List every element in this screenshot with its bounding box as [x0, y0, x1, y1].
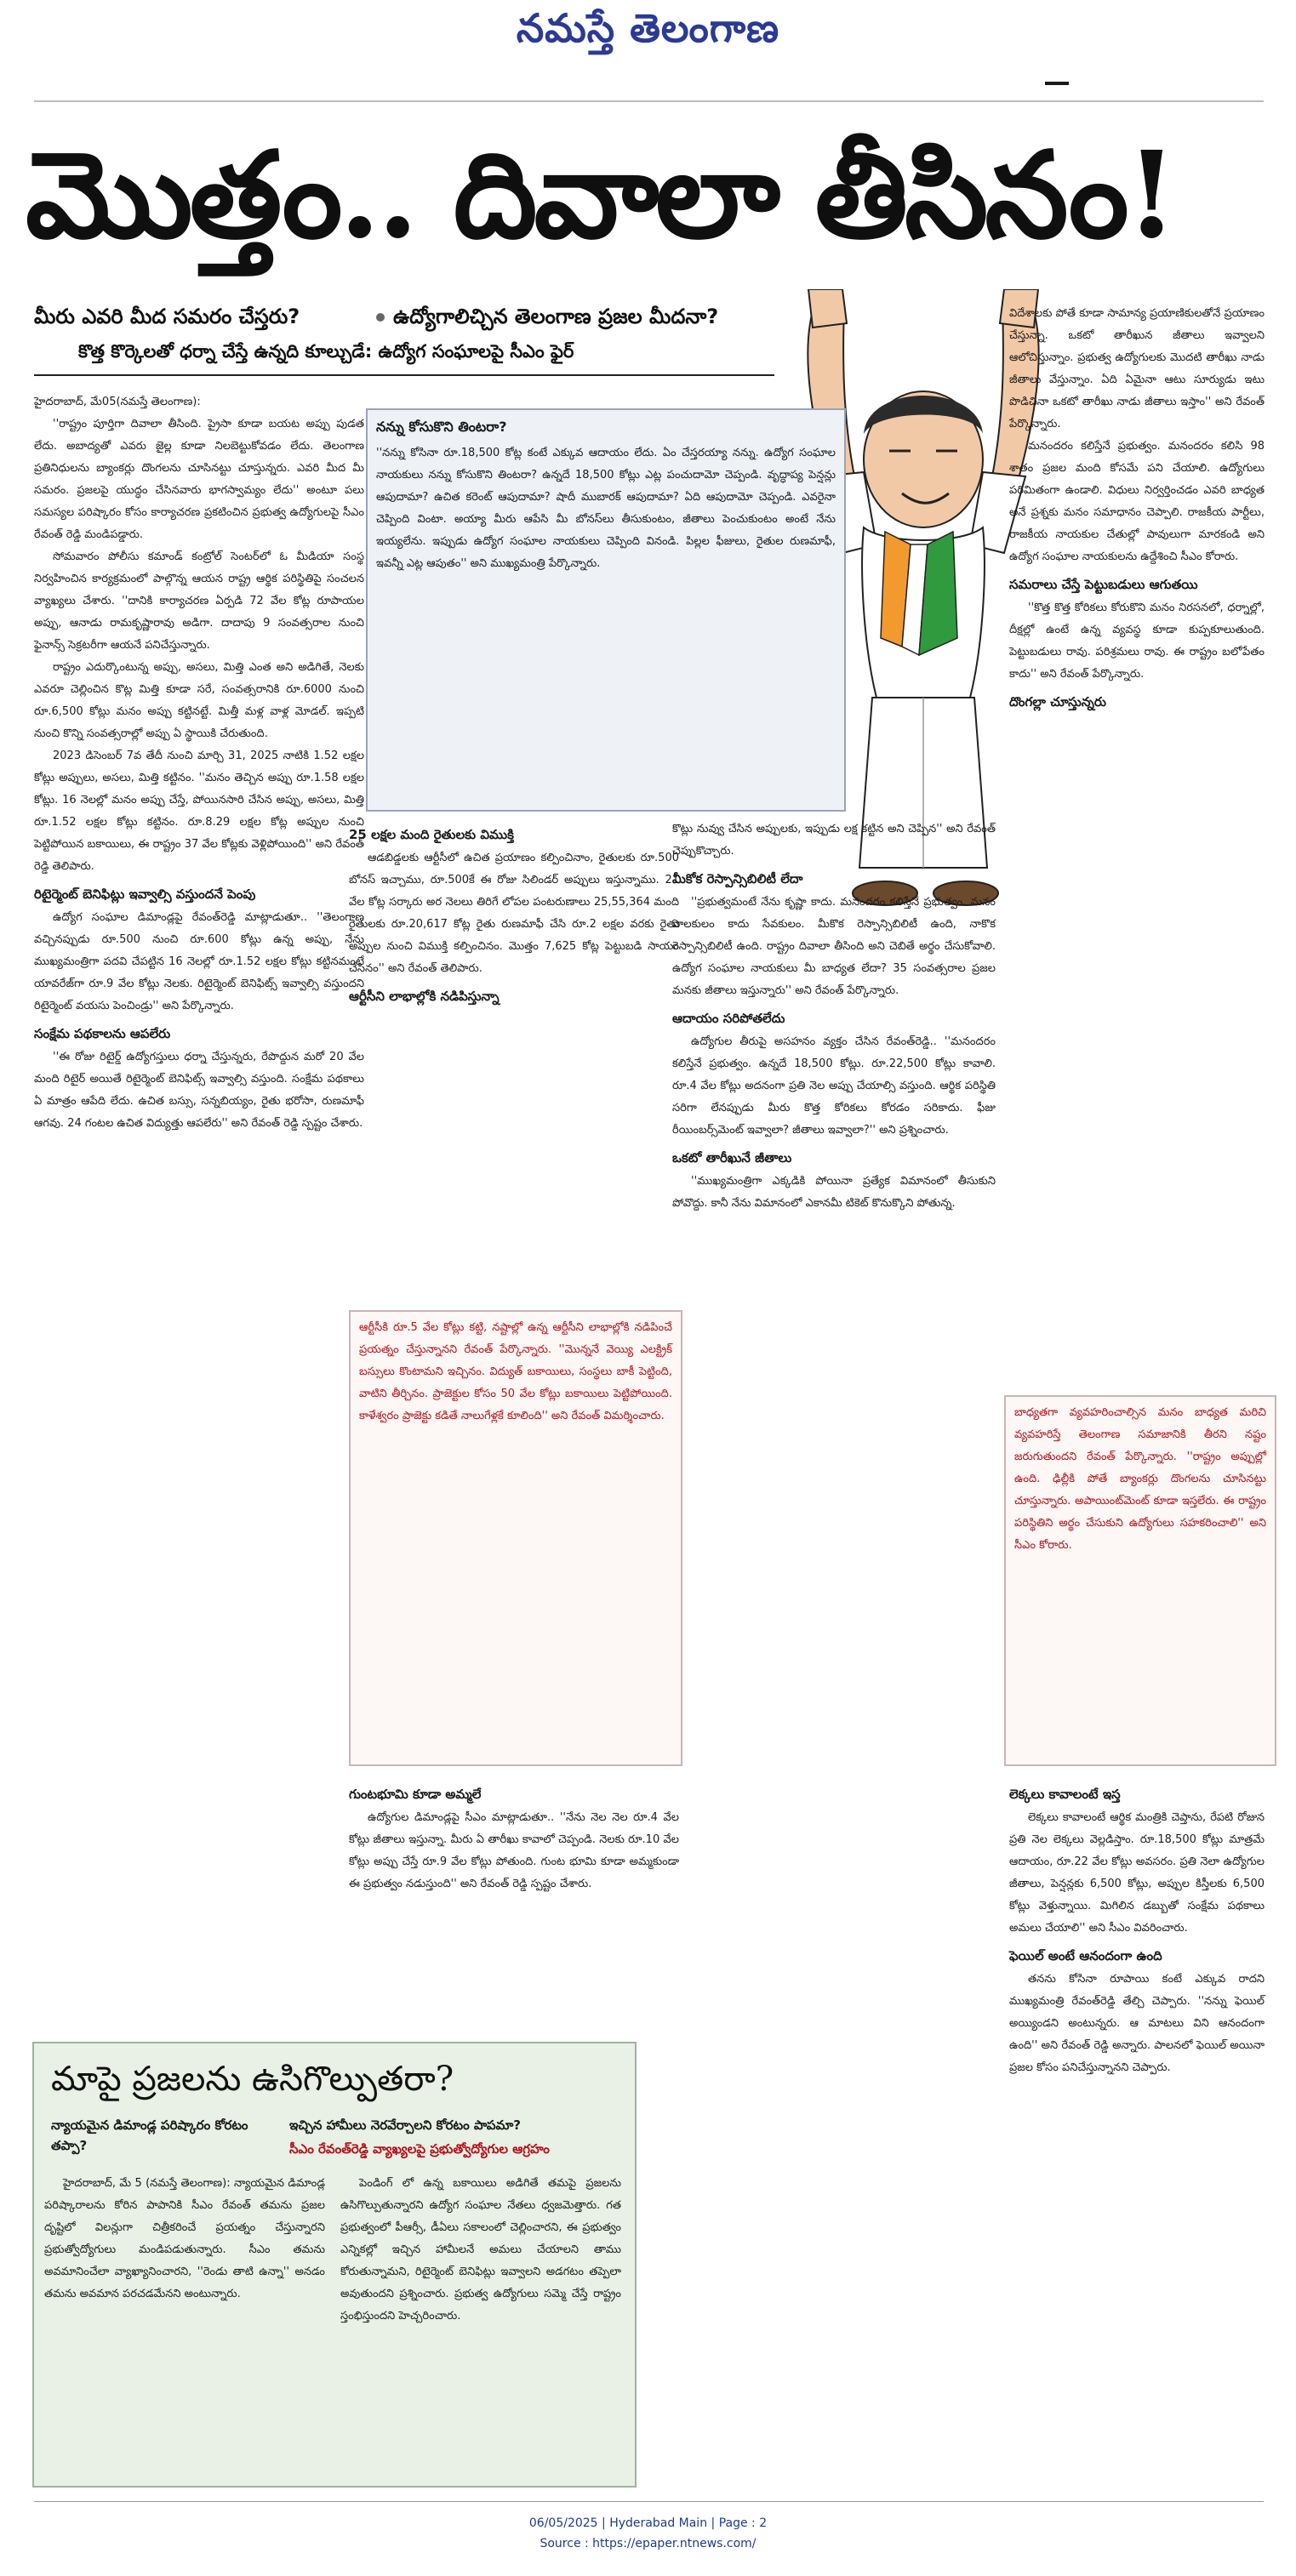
- article-paragraph: కొట్లు నువ్వు చేసిన అప్పులకు, ఇప్పుడు లక్ష కట్టిన అని చెప్పిన'' అని రేవంత్ చెప్పుకొచ్చారు.: [672, 823, 996, 858]
- masthead-title: నమస్తే తెలంగాణ: [516, 5, 780, 51]
- masthead-rule: [34, 100, 1264, 102]
- column-2: [349, 818, 679, 1009]
- subheading: గుంటభూమి కూడా అమ్మలే: [349, 1787, 482, 1802]
- article-paragraph: హైదరాబాద్, మే 5 (నమస్తే తెలంగాణ): న్యాయమైన డిమాండ్ల పరిష్కారాలను కోరిన పాపానికి సీఎం రేవంత్ తమను ప్రజల దృష్టిలో విలన్లుగా చిత్రీకరించే ప్రయత్నం చేస్తున్నారని ప్రభుత్వోద్యోగులు మండిపడుతున్నారు. సీఎం తమను అవమానించేలా వ్యాఖ్యానించారని, ''రెండు తాటి ఉన్నా'' అనడం తమను అవమాన పరచడమేనని అంటున్నారు.: [44, 2177, 325, 2300]
- footer-page-info: 06/05/2025 | Hyderabad Main | Page : 2: [528, 2516, 768, 2530]
- bottom-left-deck: న్యాయమైన డిమాండ్ల పరిష్కారం కోరటం తప్పా?: [51, 2117, 248, 2153]
- article-paragraph: ''కొత్త కొత్త కోరికలు కోరుకొని మనం నిరసనలో, ధర్నాల్లో, దీక్షల్లో ఉంటే ఉన్న వ్యవస్థ కూడా కుప్పకూలుతుంది. పెట్టుబడులు రావు. పరిశ్రమలు రావు. ఈ రాష్ట్రం బలోపేతం కాదు'' అని రేవంత్ పేర్కొన్నారు.: [1009, 601, 1265, 681]
- footer-rule: [34, 2501, 1264, 2502]
- bottom-story-title: మాపై ప్రజలను ఉసిగొల్పుతరా?: [51, 2060, 454, 2099]
- bottom-column-1: [44, 2173, 325, 2305]
- column-4-lower: [1009, 1778, 1265, 2079]
- subheading: ఒకటో తారీఖునే జీతాలు: [672, 1150, 792, 1165]
- article-paragraph: ఉద్యోగుల తీరుపై అసహనం వ్యక్తం చేసిన రేవంత్‌రెడ్డి.. ''మనందరం కలిస్తేనే ప్రభుత్వం. ఉన్నదే 18,500 కోట్లు. రూ.22,500 కోట్లు కావాలి. రూ.4 వేల కోట్లు అదనంగా ప్రతి నెల అప్పు చేయాల్సి వస్తుంది. ఆర్థిక పరిస్థితి సరిగా లేనప్పుడు మీరు కొత్త కోరికలు కోరడం సరికాదు. ఫీజు రీయింబర్స్‌మెంట్ ఇవ్వాలా? జీతాలు ఇవ్వాలా?'' అని ప్రశ్నించారు.: [672, 1035, 996, 1137]
- subheading: సమరాలు చేస్తే పెట్టుబడులు ఆగుతయి: [1009, 577, 1198, 592]
- column-1: [34, 391, 364, 1135]
- subheading: సంక్షేమ పథకాలను ఆపలేరు: [34, 1026, 171, 1041]
- bottom-column-2: [340, 2173, 621, 2328]
- deck-rule: [34, 374, 774, 376]
- subheading: మీకోక రెస్పాన్సిబిలిటీ లేదా: [672, 871, 803, 886]
- deck-question-1: మీరు ఎవరి మీద సమరం చేస్తరు?: [34, 305, 300, 328]
- article-paragraph: ''ప్రభుత్వమంటే నేను కృష్ణా కాదు. మనందరం కలిస్తేనే ప్రభుత్వం. మనం పాలకులం కాదు సేవకులం. మీకొక రెస్పాన్సిబిలిటీ ఉంది, నాకొక రెస్పాన్సిబిలిటీ ఉంది. రాష్ట్రం దివాలా తీసింది అని చెబితే అర్థం చేసుకోవాలి. ఉద్యోగ సంఘాల నాయకులు మీ బాధ్యత లేదా? 35 సంవత్సరాల ప్రజల మనకు జీతాలు ఇస్తున్నారు'' అని రేవంత్ పేర్కొన్నారు.: [672, 896, 996, 997]
- article-paragraph: సోమవారం పోలీసు కమాండ్ కంట్రోల్ సెంటర్‌లో ఓ మీడియా సంస్థ నిర్వహించిన కార్యక్రమంలో పాల్గొన్న ఆయన రాష్ట్ర ఆర్థిక పరిస్థితిపై సంచలన వ్యాఖ్యలు చేశారు. ''దానికి కార్యాచరణ ఏర్పడి 72 వేల కోట్ల రూపాయల అప్పు, ఆనాడు రామకృష్ణారావు అడిగా. దాదాపు 9 సంవత్సరాల నుంచి ఫైనాన్స్ సెక్రటరీగా ఆయనే పనిచేస్తున్నారు.: [34, 550, 364, 652]
- article-paragraph: విదేశాలకు పోతే కూడా సామాన్య ప్రయాణికులతోనే ప్రయాణం చేస్తున్నా. ఒకటో తారీఖున జీతాలు ఇవ్వాలని ఆలోచిస్తున్నాం. ప్రభుత్వ ఉద్యోగులకు మొదటి తారీఖు నాడు జీతాలు వేస్తున్నాం. ఏది ఏమైనా ఆటు సూర్యుడు ఇటు పొడిచినా ఒకటో తారీఖు నాడు జీతాలు ఇస్తాం'' అని రేవంత్ పేర్కొన్నారు.: [1009, 307, 1265, 430]
- subheading: 25 లక్షల మంది రైతులకు విముక్తి: [349, 827, 514, 842]
- article-paragraph: ఉద్యోగుల డిమాండ్లపై సీఎం మాట్లాడుతూ.. ''నేను నెల నెల రూ.4 వేల కోట్లు జీతాలు ఇస్తున్నా. మీరు ఏ తారీఖు కావాలో చెప్పండి. నెలకు రూ.10 వేల కోట్లు అప్పు చేస్తే రూ.9 వేల కోట్లు పోతుంది. గుంట భూమి కూడా అమ్మకుండా ఈ ప్రభుత్వం నడుస్తుంది'' అని రేవంత్ రెడ్డి స్పష్టం చేశారు.: [349, 1811, 679, 1890]
- sidebar-box: [366, 408, 846, 812]
- deck-bullet: [376, 313, 385, 322]
- footer-source: Source : https://epaper.ntnews.com/: [540, 2537, 756, 2550]
- dateline: హైదరాబాద్, మే05(నమస్తే తెలంగాణ):: [34, 396, 201, 408]
- article-paragraph: 2023 డిసెంబర్ 7వ తేదీ నుంచి మార్చి 31, 2025 నాటికి 1.52 లక్షల కోట్లు అప్పులు, అసలు, మిత్తి కట్టినం. ''మనం తెచ్చిన అప్పు రూ.1.58 లక్షల కోట్లు. 16 నెలల్లో మనం అప్పు చేస్తే, పోయినసారి చేసిన అప్పు, అసలు, మిత్తి రూ.1.52 లక్షల కోట్లు కట్టినం. రూ.8.29 లక్షల కోట్ల అప్పుల నుంచి పెట్టిపోయిన బకాయిలు, ఈ రాష్ట్రం 37 వేల కోట్లకు వెళ్లిపోయింది'' అని రేవంత్ రెడ్డి తెలిపారు.: [34, 749, 364, 873]
- subheading: ఆదాయం సరిపోతలేదు: [672, 1011, 785, 1026]
- bottom-right-deck-1: ఇచ్చిన హామీలు నెరవేర్చాలని కోరటం పాపమా?: [289, 2117, 521, 2133]
- bottom-right-deck-2: సీఎం రేవంత్‌రెడ్డి వ్యాఖ్యలపై ప్రభుత్వోద్యోగుల ఆగ్రహం: [289, 2141, 550, 2157]
- article-paragraph: ''ముఖ్యమంత్రిగా ఎక్కడికి పోయినా ప్రత్యేక విమానంలో తీసుకుని పోవొద్దు. కానీ నేను విమానంలో ఎకానమీ టికెట్ కొనుక్కొని పోతున్న.: [672, 1175, 996, 1210]
- sidebar-box-title: నన్ను కోసుకొని తింటరా?: [376, 419, 507, 435]
- article-paragraph: రాష్ట్రం ఎదుర్కొంటున్న అప్పు, అసలు, మిత్తి ఎంత అని అడిగితే, నెలకు ఎవరూ చెల్లించిన కొట్ల మిత్తి కూడా సరే, సంవత్సరానికి రూ.6000 నుంచి రూ.6,500 కోట్లు మనం అప్పు కట్టినట్టే. మిత్తీ మళ్ల వాళ్ల మోడల్. ఇప్పటి నుంచి కొన్ని సంవత్సరాల్లో అప్పు ఏ స్థాయికి చేరుతుంది.: [34, 661, 364, 740]
- sidebar-box-text: ''నన్ను కోసినా రూ.18,500 కోట్ల కంటే ఎక్కువ ఆదాయం లేదు. ఏం చేస్తరయ్యా నన్ను. ఉద్యోగ సంఘాల నాయకులు నన్ను కోసుకొని తింటరా? ఉన్నదే 18,500 కోట్లు ఎట్ల పంచుదామో చెప్పండి. వృద్ధాప్య పెన్షన్లు ఆపుదామా? ఉచిత కరెంట్ ఆపుదామా? షాదీ ముబారక్ ఆపుదామా? ఏది ఆపుదామో చెప్పండి. ఎవరైనా చెప్పింది వింటా. అయ్యా మీరు ఆపేసి మీ బోనస్‌లు తీసుకుంటం, జీతాలు పెంచుకుంటం అంటే నేను ఇయ్యలేను. ఇప్పుడు ఉద్యోగ సంఘాల నాయకులు చెప్పింది వినండి. పిల్లల ఫీజులు, రైతుల రుణమాఫీ, ఇవన్నీ ఎట్ల ఆపుతం'' అని ముఖ్యమంత్రి పేర్కొన్నారు.: [376, 447, 836, 570]
- bottom-story-box: [32, 2042, 637, 2488]
- article-paragraph: ఉద్యోగ సంఘాల డిమాండ్లపై రేవంత్‌రెడ్డి మాట్లాడుతూ.. ''తెలంగాణ వచ్చినప్పుడు రూ.500 నుంచి రూ.600 కోట్లు ఉన్న అప్పు, నేను ముఖ్యమంత్రిగా పదవి చేపట్టిన 16 నెలల్లో రూ.1.52 లక్షల కోట్లు కట్టినమంటే యావరేజ్‌గా రూ.9 వేల కోట్లు నెలకు. రిటైర్మెంట్ బెనిఫిట్స్ ఇవ్వాల్సి వస్తుందని రిటైర్మెంట్ వయసు పెంచిండ్రు'' అని పేర్కొన్నారు.: [34, 911, 364, 1012]
- article-paragraph: పెండింగ్ లో ఉన్న బకాయిలు అడిగితే తమపై ప్రజలను ఉసిగొల్పుతున్నారని ఉద్యోగ సంఘాల నేతలు ధ్వజమెత్తారు. గత ప్రభుత్వంలో పీఆర్సీ, డీఏలు సకాలంలో చెల్లించారని, ఈ ప్రభుత్వం ఎన్నికల్లో ఇచ్చిన హామీలనే అమలు చేయాలని తాము కోరుతున్నామని, రిటైర్మెంట్ బెనిఫిట్లు ఇవ్వాలని అడగటం తప్పెలా అవుతుందని ప్రశ్నించారు. ప్రభుత్వ ఉద్యోగులు సమ్మె చేస్తే రాష్ట్రం స్తంభిస్తుందని హెచ్చరించారు.: [340, 2177, 621, 2322]
- column-2-lower: [349, 1778, 679, 1895]
- subheading: రిటైర్మెంట్ బెనిఫిట్లు ఇవ్వాల్సి వస్తుందనే పెంపు: [34, 886, 256, 902]
- subheading: దొంగల్లా చూస్తున్నరు: [1009, 694, 1106, 710]
- red-inset-box-2: బాధ్యతగా వ్యవహరించాల్సిన మనం బాధ్యత మరిచి వ్యవహరిస్తే తెలంగాణ సమాజానికి తీరని నష్టం జరుగుతుందని రేవంత్ పేర్కొన్నారు. ''రాష్ట్రం అప్పుల్లో ఉంది. ఢిల్లీకి పోతే బ్యాంకర్లు దొంగలను చూసినట్టు చూస్తున్నారు. అపాయింట్‌మెంట్ కూడా ఇస్తలేరు. ఈ రాష్ట్రం పరిస్థితిని అర్థం చేసుకుని ఉద్యోగులు సహకరించాలి'' అని సీఎం కోరారు.: [1004, 1395, 1276, 1766]
- masthead-ornament: [1045, 82, 1069, 85]
- column-3: [672, 818, 996, 1215]
- article-paragraph: ఆడబిడ్డలకు ఆర్టీసీలో ఉచిత ప్రయాణం కల్పించినాం, రైతులకు రూ.500 బోనస్ ఇచ్చాము, రూ.500కే ఈ రోజు సిలిండర్ అప్పులు ఇస్తున్నాము. 21 వేల కోట్ల సర్కారు అర నెలలు తిరిగే లోపల పంటరుణాలు 25,55,364 మంది రైతులకు రూ.20,617 కోట్ల రైతు రుణమాఫీ చేసి రూ.2 లక్షల వరకు రైతు అప్పుల నుంచి విముక్తి కల్పించినం. మొత్తం 7,625 కోట్ల పెట్టుబడి సాయం చేసినం'' అని రేవంత్ తెలిపారు.: [349, 852, 679, 975]
- subheading: ఆర్టీసీని లాభాల్లోకి నడిపిస్తున్నా: [349, 989, 500, 1004]
- subheading: లెక్కలు కావాలంటే ఇస్త: [1009, 1787, 1121, 1802]
- main-headline: మొత్తం.. దివాలా తీసినం!: [26, 126, 1175, 265]
- article-paragraph: తనను కోసినా రూపాయి కంటే ఎక్కువ రాదని ముఖ్యమంత్రి రేవంత్‌రెడ్డి తేల్చి చెప్పారు. ''నన్ను ఫెయిల్ అయ్యిండని అంటున్నరు. ఆ మాటలు విని ఆనందంగా ఉంది'' అని రేవంత్ రెడ్డి అన్నారు. పాలనలో ఫెయిల్ అయినా ప్రజల కోసం పనిచేస్తున్నానని చెప్పారు.: [1009, 1973, 1265, 2074]
- red-inset-box-1: ఆర్టీసీకి రూ.5 వేల కోట్లు కట్టి, నష్టాల్లో ఉన్న ఆర్టీసీని లాభాల్లోకి నడిపించే ప్రయత్నం చేస్తున్నానని రేవంత్ పేర్కొన్నారు. ''మొన్ననే వెయ్యి ఎలక్ట్రిక్ బస్సులు కొంటామని ఇచ్చినం. విద్యుత్ బకాయిలు, సంస్థలు బాకీ పెట్టింది, వాటిని తీర్చినం. ప్రాజెక్టుల కోసం 50 వేల కోట్లు బకాయిలు పెట్టిపోయింది. కాళేశ్వరం ప్రాజెక్టు కడితే నాలుగేళ్లకే కూలింది'' అని రేవంత్ విమర్శించారు.: [349, 1310, 682, 1766]
- deck-question-2: ఉద్యోగాలిచ్చిన తెలంగాణ ప్రజల మీదనా?: [393, 305, 719, 328]
- article-paragraph: ''ఈ రోజు రిటైర్డ్ ఉద్యోగస్తులు ధర్నా చేస్తున్నరు, రేపొద్దున మరో 20 వేల మంది రిటైర్ అయితే రిటైర్మెంట్ బెనిఫిట్స్ ఇవ్వాల్సి వస్తుంది. సంక్షేమ పథకాలు ఏ మాత్రం ఆపేది లేదు. ఉచిత బస్సు, సన్నబియ్యం, రైతు భరోసా, రుణమాఫీ ఆగవు. 24 గంటల ఉచిత విద్యుత్తు ఆపలేరు'' అని రేవంత్ రెడ్డి స్పష్టం చేశారు.: [34, 1051, 364, 1130]
- subheading: ఫెయిల్ అంటే ఆనందంగా ఉంది: [1009, 1948, 1162, 1963]
- deck-subline: కొత్త కొర్కెలతో ధర్నా చేస్తే ఉన్నది కూల్చుడే: ఉద్యోగ సంఘాలపై సీఎం ఫైర్: [78, 341, 574, 362]
- column-4: [1009, 303, 1265, 715]
- article-paragraph: లెక్కలు కావాలంటే ఆర్థిక మంత్రికి చెప్తాను, రేపటి రోజున ప్రతి నెల లెక్కలు వెల్లడిస్తాం. రూ.18,500 కోట్లు మాత్రమే ఆదాయం, రూ.22 వేల కోట్లు అవసరం. ప్రతి నెలా ఉద్యోగుల జీతాలు, పెన్షన్లకు 6,500 కోట్లు, అప్పుల కిస్తీలకు 6,500 కోట్లు వెళ్తున్నాయి. మిగిలిన డబ్బుతో సంక్షేమ పథకాలు అమలు చేయాలి'' అని సీఎం వివరించారు.: [1009, 1811, 1265, 1935]
- article-paragraph: మనందరం కలిస్తేనే ప్రభుత్వం. మనందరం కలిసి 98 శాతం ప్రజల మంది కోసమే పని చేయాలి. ఉద్యోగులు పరిమితంగా ఉండాలి. విధులు నిర్వర్తించడం ఎవరి బాధ్యత అనే ప్రశ్నకు మనం సమాధానం చెప్పాలి. రాజకీయ పార్టీలు, రాజకీయ నాయకుల చేతుల్లో పావులుగా మారకండి అని ఉద్యోగ సంఘాల నాయకులను ఉద్దేశించి సీఎం కోరారు.: [1009, 440, 1265, 563]
- article-paragraph: ''రాష్ట్రం పూర్తిగా దివాలా తీసింది. ప్రైసా కూడా బయట అప్పు పుడత లేదు. అబాద్యతో ఎవరు జైల్ల కూడా నిలబెట్టుకోవడం లేదు. తెలంగాణ ప్రతినిధులను బ్యాంకర్లు దొంగలను చూసినట్టు చూస్తున్నరు. ఎవరి మీద మీ సమరం. ప్రజలపై యుద్ధం చేసినవారు భాగస్వామ్యం లేదు'' అంటూ పలు సమస్యల పరిష్కారం కోసం కార్యాచరణ ప్రకటించిన ప్రభుత్వ ఉద్యోగులపై సీఎం రేవంత్ రెడ్డి మండిపడ్డారు.: [34, 418, 364, 541]
